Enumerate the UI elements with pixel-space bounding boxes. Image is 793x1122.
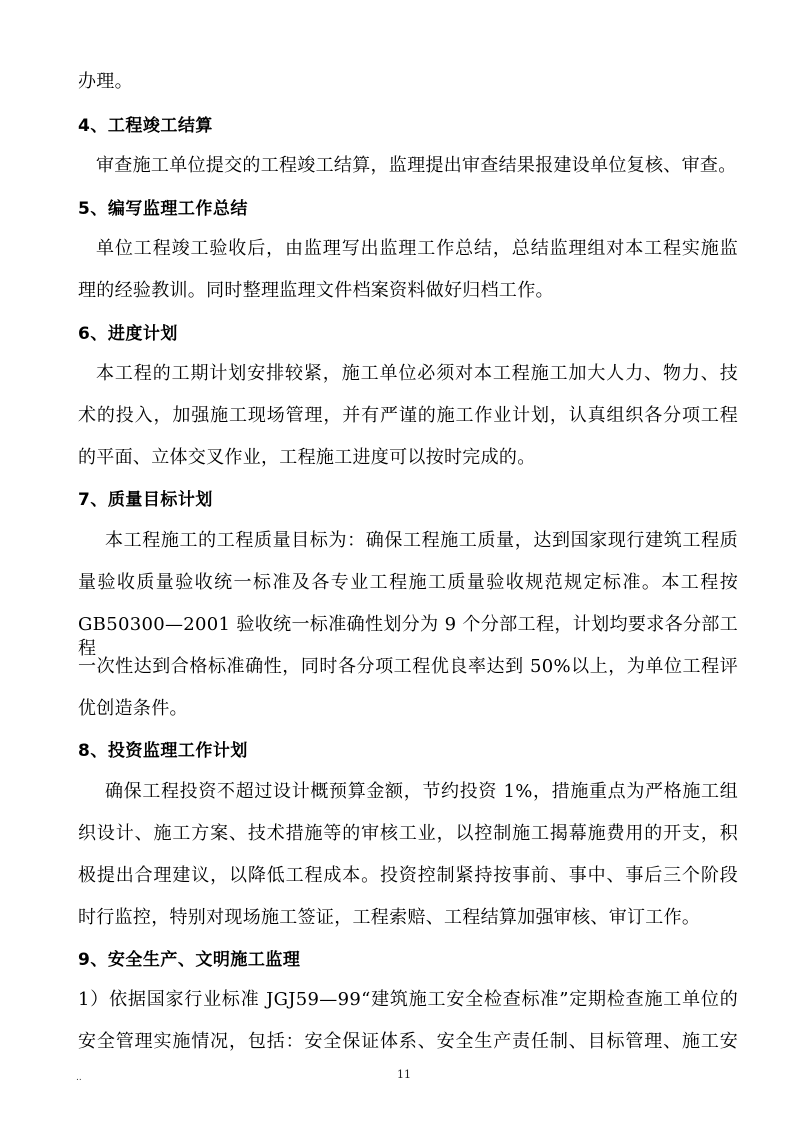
section-6-line-3: 的平面、立体交叉作业，工程施工进度可以按时完成的。 — [78, 447, 536, 468]
section-heading-4: 4、工程竣工结算 — [78, 116, 213, 136]
section-heading-9: 9、安全生产、文明施工监理 — [78, 950, 301, 970]
footer-mark: .. — [76, 1073, 82, 1083]
section-5-line-1: 单位工程竣工验收后，由监理写出监理工作总结，总结监理组对本工程实施监 — [96, 238, 738, 259]
section-4-line-1: 审查施工单位提交的工程竣工结算，监理提出审查结果报建设单位复核、审查。 — [96, 155, 737, 176]
section-6-line-2: 术的投入，加强施工现场管理，并有严谨的施工作业计划，认真组织各分项工程 — [78, 405, 738, 426]
section-heading-6: 6、进度计划 — [78, 324, 178, 344]
section-8-line-4: 时行监控，特别对现场施工签证，工程索赔、工程结算加强审核、审订工作。 — [78, 907, 701, 928]
page-number: 11 — [397, 1068, 411, 1081]
section-heading-5: 5、编写监理工作总结 — [78, 199, 248, 219]
section-8-line-3: 极提出合理建议，以降低工程成本。投资控制紧持按事前、事中、事后三个阶段 — [78, 865, 738, 886]
section-7-line-5: 优创造条件。 — [78, 698, 188, 719]
section-7-line-2: 量验收质量验收统一标准及各专业工程施工质量验收规范规定标准。本工程按 — [78, 572, 738, 593]
section-5-line-2: 理的经验教训。同时整理监理文件档案资料做好归档工作。 — [78, 280, 554, 301]
section-heading-7: 7、质量目标计划 — [78, 490, 213, 510]
section-7-line-1: 本工程施工的工程质量目标为：确保工程施工质量，达到国家现行建筑工程质 — [105, 530, 738, 551]
section-7-line-4: 一次性达到合格标准确性，同时各分项工程优良率达到 50%以上，为单位工程评 — [78, 656, 738, 677]
section-8-line-2: 织设计、施工方案、技术措施等的审核工业，以控制施工揭幕施费用的开支，积 — [78, 823, 738, 844]
section-9-line-1: 1）依据国家行业标准 JGJ59—99“建筑施工安全检查标准”定期检查施工单位的 — [78, 989, 738, 1010]
section-6-line-1: 本工程的工期计划安排较紧，施工单位必须对本工程施工加大人力、物力、技 — [96, 363, 738, 384]
section-8-line-1: 确保工程投资不超过设计概预算金额，节约投资 1%，措施重点为严格施工组 — [105, 781, 738, 802]
section-9-line-2: 安全管理实施情况，包括：安全保证体系、安全生产责任制、目标管理、施工安 — [78, 1031, 738, 1052]
paragraph-continuation: 办理。 — [78, 71, 133, 92]
section-7-line-3: GB50300—2001 验收统一标准确性划分为 9 个分部工程，计划均要求各分部工程 — [78, 614, 738, 659]
section-heading-8: 8、投资监理工作计划 — [78, 741, 248, 761]
